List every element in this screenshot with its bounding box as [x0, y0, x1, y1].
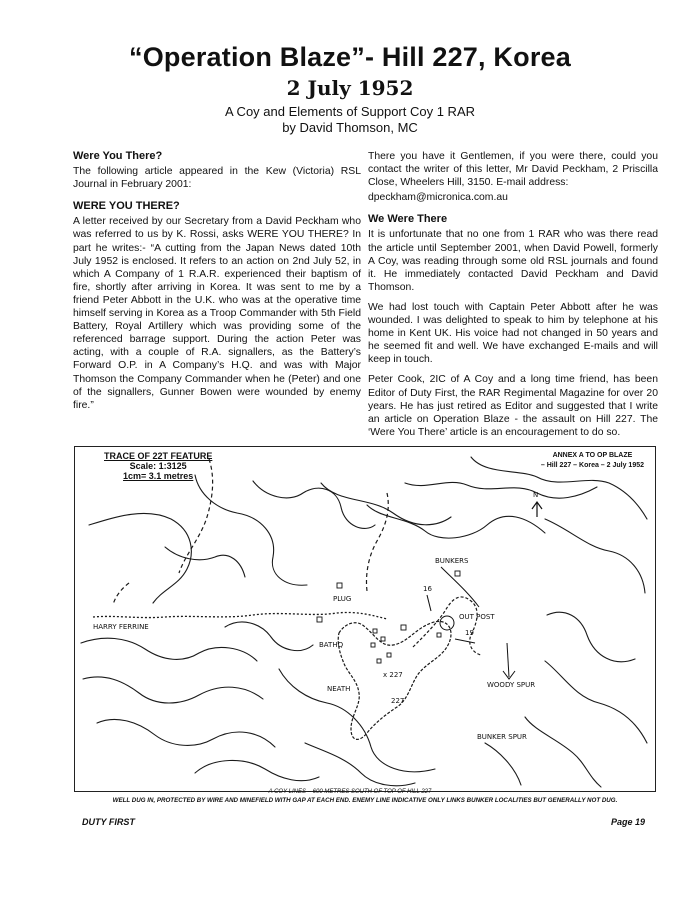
- article-byline: by David Thomson, MC: [282, 120, 418, 135]
- outpost-circle: [440, 616, 454, 630]
- label-plug: PLUG: [333, 595, 352, 603]
- contact-paragraph: There you have it Gentlemen, if you were there, could you contact the writer of this letter, Mr David Peckham, 2 Priscilla Close, Wheelers Hill, 3150. E-mail address:: [368, 151, 658, 189]
- track-lines: [113, 459, 388, 605]
- label-hill-227: 227: [391, 697, 405, 705]
- heading-were-you-there-caps: WERE YOU THERE?: [73, 200, 180, 213]
- outpost-pointer: [427, 595, 431, 611]
- woody-spur-arrow: [507, 643, 509, 677]
- intro-paragraph: The following article appeared in the Kew (Victoria) RSL Journal in February 2001:: [73, 166, 361, 191]
- letter-paragraph: A letter received by our Secretary from a David Peckham who was referred to us by K. Rossi, asks WERE YOU THERE? In part he writes:- “A cutting from the Japan News dated 10th July 1952 is enclosed. It refers to an action on 2nd July 52, in which A Company of 1 R.A.R. experienced their baptism of fire, shortly after arriving in Korea. It was sent to me by a friend Peter Abbott in the U.K. who was at the operative time himself serving in Korea as a Troop Commander with 5th Field Battery, Royal Artillery which was providing some of the referenced barrage support. During the action Peter was acting, with a couple of R.A. signallers, as the Battery’s Forward O.P. in A Company’s H.Q. and was with Major Thomson the Company Commander when he (Peter) and one of the signallers, Gunner Bowen were wounded by enemy fire.”: [73, 216, 361, 411]
- a-coy-perimeter: [338, 621, 451, 739]
- map-caption-line1: A COY LINES – 600 METRES SOUTH OF TOP OF HILL 227: [268, 789, 432, 795]
- label-bunker-spur: BUNKER SPUR: [477, 733, 527, 741]
- hill-227-map: [74, 446, 656, 792]
- annex-line1: ANNEX A TO OP BLAZE: [552, 452, 633, 459]
- article-subtitle: A Coy and Elements of Support Coy 1 RAR: [224, 104, 475, 119]
- article-title: “Operation Blaze”- Hill 227, Korea: [129, 42, 571, 72]
- footer-page-number: Page 19: [610, 817, 645, 827]
- label-x227: x 227: [383, 671, 403, 679]
- label-neath: NEATH: [327, 685, 351, 693]
- article-date: 2 July 1952: [286, 76, 414, 100]
- enemy-line: [413, 597, 481, 655]
- heading-we-were-there: We Were There: [368, 213, 448, 226]
- contour-lines: [81, 457, 647, 787]
- paragraph-peter-cook: Peter Cook, 2IC of A Coy and a long time friend, has been Editor of Duty First, the RAR Regimental Magazine for over 20 years. He has just retired as Editor and suggested that I write an article on Operation Blaze - the assault on Hill 227. The ‘Were You There’ article is an encouragement to do so.: [368, 374, 658, 438]
- trace-scale: Scale: 1:3125: [129, 461, 187, 471]
- label-harry-ferrine: HARRY FERRINE: [93, 623, 149, 631]
- trace-cm-ratio: 1cm= 3.1 metres: [123, 471, 194, 481]
- label-bathq: BATHQ: [319, 641, 344, 649]
- paragraph-unfortunate: It is unfortunate that no one from 1 RAR who was there read the article until September 2001, when David Powell, formerly A Coy, was reading through some old RSL journals and found it. He immediately contacted David Peckham and David Thomson.: [368, 229, 658, 293]
- bunker-symbols: [317, 571, 460, 663]
- email-address: dpeckham@micronica.com.au: [368, 192, 508, 204]
- map-caption-line2: WELL DUG IN, PROTECTED BY WIRE AND MINEFIELD WITH GAP AT EACH END. ENEMY LINE INDICATIVE ONLY LINKS BUNKER LOCALITIES BUT GENERALLY NOT DUG.: [112, 797, 618, 804]
- label-16: 16: [423, 585, 432, 593]
- label-woody-spur: WOODY SPUR: [487, 681, 536, 689]
- heading-were-you-there: Were You There?: [73, 150, 163, 162]
- right-column: [368, 150, 658, 446]
- point-19-pointer: [455, 639, 475, 643]
- harry-ferrine-line: [93, 612, 387, 619]
- annex-line2: – Hill 227 – Korea – 2 July 1952: [540, 462, 644, 469]
- left-column: [73, 150, 361, 419]
- label-19: 19: [465, 629, 474, 637]
- paragraph-lost-touch: We had lost touch with Captain Peter Abbott after he was wounded. I was delighted to speak to him by telephone at his home in Kent UK. His voice had not changed in 50 years and he seemed fit and well. We have exchanged E-mails and will keep in touch.: [368, 301, 658, 366]
- contour-map-drawing: [75, 447, 655, 791]
- label-north: N: [533, 491, 539, 499]
- label-bunkers: BUNKERS: [435, 557, 469, 565]
- label-outpost: OUT POST: [459, 613, 495, 621]
- footer-magazine-name: DUTY FIRST: [82, 817, 135, 827]
- trace-title: TRACE OF 22T FEATURE: [104, 451, 213, 461]
